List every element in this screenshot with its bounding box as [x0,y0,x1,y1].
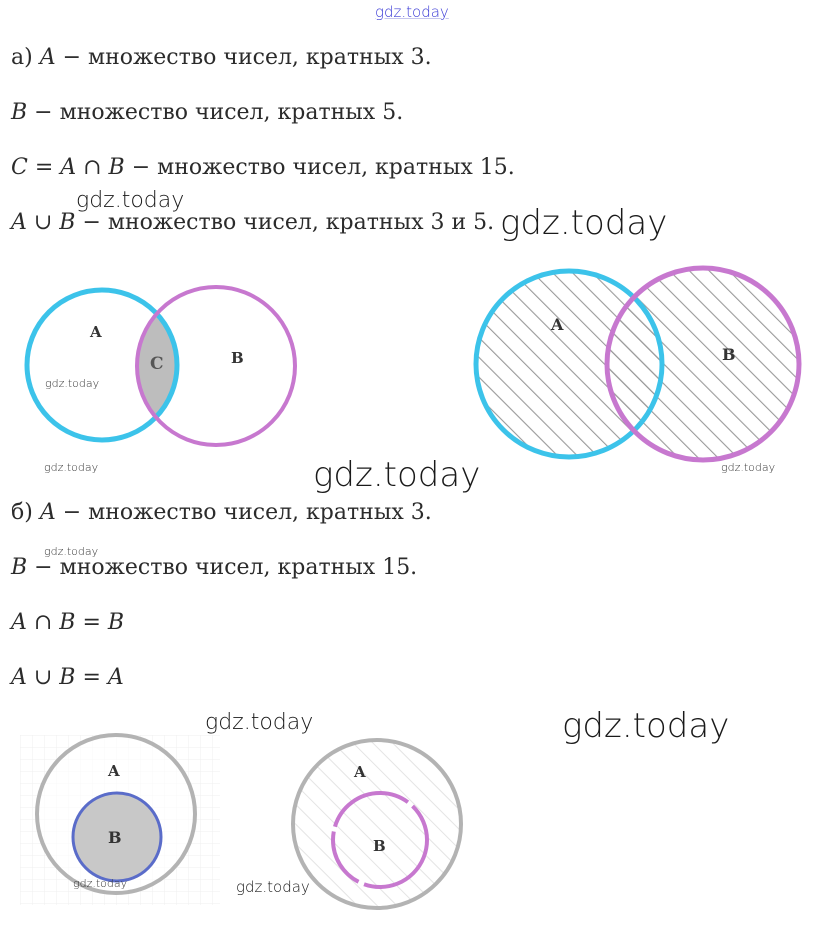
part-b-var-a: A [39,500,56,525]
part-a-line-4 [11,210,494,235]
set-b-label: B [373,837,386,855]
top-watermark: gdz.today [375,3,449,21]
part-b-intersection: A ∩ B = B [11,610,125,635]
watermark: gdz.today [313,455,481,495]
venn-union-diagram [460,260,820,470]
watermark: gdz.today [721,461,776,474]
watermark: gdz.today [45,377,100,390]
watermark: gdz.today [73,877,128,890]
part-b-line-4 [11,665,124,690]
part-a-intersection: C = A ∩ B [11,155,125,180]
set-b-label: B [108,828,122,847]
set-b-label: B [722,345,736,364]
part-a-var-a: A [39,45,56,70]
part-a-line-2 [11,100,403,125]
part-a-line-3 [11,155,515,180]
part-b-line-2 [11,555,417,580]
set-c-label: C [150,354,164,374]
watermark: gdz.today [236,878,310,896]
watermark: gdz.today [562,706,730,746]
venn-intersection-diagram [0,270,320,460]
part-a-line-1 [11,45,432,70]
watermark: gdz.today [44,545,99,558]
part-a-line-4-text: − множество чисел, кратных 3 и 5. [75,210,495,235]
set-a-label: A [90,323,102,341]
part-b-line-1-text: − множество чисел, кратных 3. [55,500,432,525]
part-b-line-2-text: − множество чисел, кратных 15. [27,555,418,580]
set-a-label: A [551,315,564,334]
set-a-label: A [354,763,366,781]
subset-union-diagram [285,735,475,915]
set-b-label: B [231,349,244,367]
watermark: gdz.today [205,710,314,735]
part-a-var-b: B [11,100,28,125]
part-b-union: A ∪ B = A [11,665,124,690]
part-b-line-3 [11,610,124,635]
part-a-line-3-text: − множество чисел, кратных 15. [124,155,515,180]
set-a-label: A [108,762,120,780]
part-a-union: A ∪ B [11,210,76,235]
watermark: gdz.today [44,461,99,474]
part-b-line-1 [11,500,432,525]
set-a-circle [293,740,461,908]
part-a-line-2-text: − множество чисел, кратных 5. [27,100,404,125]
part-a-line-1-text: − множество чисел, кратных 3. [55,45,432,70]
part-b-var-b: B [11,555,28,580]
watermark: gdz.today [76,188,185,213]
watermark: gdz.today [500,203,668,243]
part-a-label: а) [11,45,40,70]
part-b-label: б) [11,500,40,525]
